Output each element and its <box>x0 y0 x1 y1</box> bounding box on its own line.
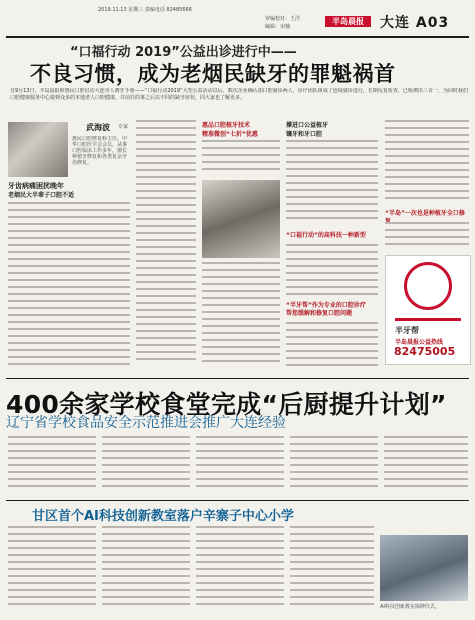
red-subhead-3b: 帮您缓解和修复口腔问题 <box>286 310 353 317</box>
classroom-photo <box>380 535 468 601</box>
article2-subline: 辽宁省学校食品安全示范推进会推广大连经验 <box>6 415 286 431</box>
header-editor2: 编辑：宋楠 <box>265 24 291 30</box>
article1-col4a-text <box>286 140 378 230</box>
section-divider-2 <box>6 500 469 501</box>
expert-photo <box>8 122 68 177</box>
article1-col4c-text <box>286 322 378 372</box>
article1-kicker: “口福行动 2019”公益出诊进行中—— <box>70 45 297 60</box>
article1-col4b-text <box>286 244 378 302</box>
subhead-1b: 老烟民大半辈子口腔不适 <box>8 192 75 199</box>
article3-col4-text <box>290 526 374 614</box>
article2-col5-text <box>384 436 468 496</box>
red-subhead-3: “半牙帮”作为专业的口腔诊疗 <box>286 302 366 309</box>
article1-col2-text <box>136 120 196 370</box>
article1-lead: 自9月13日，半岛晨报和惠民口腔启动大连市人牌牙手册——“口福行动2019”大型公益活动以后，数次企业确认加口腔就诊两人，诊疗团队组成了连续就诊进行，长期反复检查，已检测出三百一，为同时我们口腔健康服务中心接到众多的本地老人口腔健康，并前往的事之后以不同的缺牙症状，同大家也了解更多。 <box>10 88 468 101</box>
article1-col3b-text <box>202 262 280 372</box>
subhead-1: 牙齿病痛困扰晚年 <box>8 182 64 190</box>
article1-col3a-text <box>202 140 280 176</box>
red-subhead-2: “半岛”一次也是种植牙全口修 <box>385 210 465 217</box>
header-rule <box>6 36 469 38</box>
article2-col2-text <box>102 436 190 496</box>
ad-phone: 82475005 <box>394 345 456 358</box>
article3-headline: 甘区首个AI科技创新教室落户辛寨子中心小学 <box>32 509 294 524</box>
article1-col1-text <box>8 202 130 372</box>
article1-col5a-text <box>385 120 469 208</box>
header-date-line <box>98 6 192 13</box>
expert-title: 专家 <box>118 124 129 130</box>
red-subhead-1: “口福行动”的高科技一种新型 <box>286 232 366 239</box>
region-page: 大连 A03 <box>380 15 450 31</box>
article3-col3-text <box>196 526 284 614</box>
patient-photo <box>202 180 280 258</box>
expert-caption: 惠民口腔修复科主任，中华口腔医学会会员，从事口腔临床工作多年，擅长种植牙修复和各类复杂牙齿修复。 <box>72 136 128 166</box>
article1-headline: 不良习惯，成为老烟民缺牙的罪魁祸首 <box>30 62 396 86</box>
article3-col2-text <box>102 526 190 614</box>
section-divider-1 <box>6 378 469 379</box>
article2-headline: 400余家学校食堂完成“后厨提升计划” <box>6 390 447 419</box>
subhead-3b: 镶牙和牙口腔 <box>286 131 323 138</box>
ad-title: 半牙帮 <box>395 326 419 335</box>
header-weekday: 星期三 <box>128 7 144 13</box>
article3-col1-text <box>8 526 96 614</box>
subhead-2b: 精准微创“七折”优惠 <box>202 131 258 138</box>
article2-col3-text <box>196 436 284 496</box>
ad-phone-label: 半岛晨报公益热线 <box>395 339 444 346</box>
ad-bar <box>395 318 461 321</box>
header-editor: 审编校对：王洋 <box>265 16 301 22</box>
header-date: 2019.11.13 <box>98 7 127 13</box>
subhead-2: 惠品口腔植牙技术 <box>202 122 251 129</box>
subhead-3: 撑进口公益植牙 <box>286 122 329 129</box>
article1-col5b-text <box>385 222 469 252</box>
expert-name: 武海波 <box>86 123 110 132</box>
article2-col1-text <box>8 436 96 496</box>
classroom-photo-caption: AI科技创新教室揭牌仪式。 <box>380 604 440 610</box>
tooth-logo-icon <box>404 262 452 310</box>
article2-col4-text <box>290 436 378 496</box>
newspaper-logo: 半岛晨报 <box>325 16 371 27</box>
header-hotline: 责编电话 82485666 <box>144 7 192 13</box>
